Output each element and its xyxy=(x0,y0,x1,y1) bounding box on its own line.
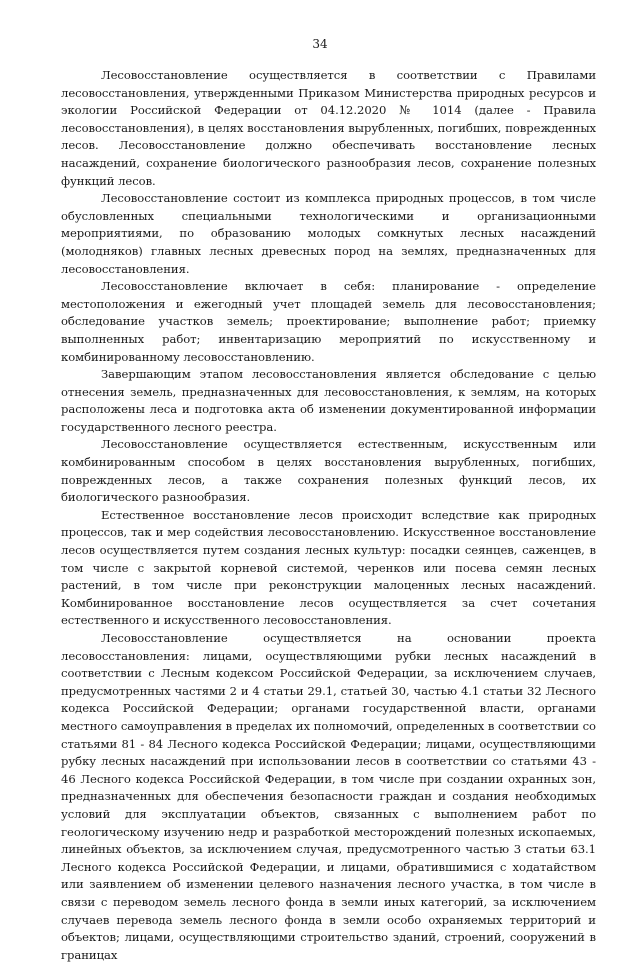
paragraph-5: Лесовосстановление осуществляется естественным, искусственным или комбинированным способом в целях восстановления вырубленных, погибших, поврежденных лесов, а также сохранения полезных функций лесов, их биологического разнообразия. xyxy=(61,437,596,505)
paragraph-4: Завершающим этапом лесовосстановления является обследование с целью отнесения земель, предназначенных для лесовосстановления, к землям, на которых расположены леса и подготовка акта об изменении документированной информации государственного лесного реестра. xyxy=(61,367,596,434)
paragraph-3: Лесовосстановление включает в себя: планирование - определение местоположения и ежегодный учет площадей земель для лесовосстановления; обследование участков земель; проектирование; выполнение работ; приемку выполненных работ; инвентаризацию мероприятий по искусственному и комбинированному лесовосстановлению. xyxy=(61,279,596,364)
page-number: 34 xyxy=(312,37,328,51)
paragraph-6: Естественное восстановление лесов происходит вследствие как природных процессов, так и мер содействия лесовосстановлению. Искусственное восстановление лесов осуществляется путем создания лесных культур: посадки сеянцев, саженцев, в том числе с закрытой корневой системой, черенков или посева семян лесных растений, в том числе при реконструкции малоценных лесных насаждений. Комбинированное восстановление лесов осуществляется за счет сочетания естественного и искусственного лесовосстановления. xyxy=(61,507,596,628)
paragraph-1: Лесовосстановление осуществляется в соответствии с Правилами лесовосстановления, утвержденными Приказом Министерства природных ресурсов и экологии Российской Федерации от 04.12.2020 № 1014 (далее - Правила лесовосстановления), в целях восстановления вырубленных, погибших, поврежденных лесов. Лесовосстановление должно обеспечивать восстановление лесных насаждений, сохранение биологического разнообразия лесов, сохранение полезных функций лесов. xyxy=(61,68,596,188)
body-text xyxy=(61,67,596,964)
paragraph-2: Лесовосстановление состоит из комплекса природных процессов, в том числе обусловленных специальными технологическими и организационными мероприятиями, по образованию молодых сомкнутых лесных насаждений (молодняков) главных лесных древесных пород на землях, предназначенных для лесовосстановления. xyxy=(61,191,596,276)
paragraph-7: Лесовосстановление осуществляется на основании проекта лесовосстановления: лицами, осуществляющими рубки лесных насаждений в соответствии с Лесным кодексом Российской Федерации, за исключением случаев, предусмотренных частями 2 и 4 статьи 29.1, статьей 30, частью 4.1 статьи 32 Лесного кодекса Российской Федерации; органами государственной власти, органами местного самоуправления в пределах их полномочий, определенных в соответствии со статьями 81 - 84 Лесного кодекса Российской Федерации; лицами, осуществляющими рубку лесных насаждений при использовании лесов в соответствии со статьями 43 - 46 Лесного кодекса Российской Федерации, в том числе при создании охранных зон, предназначенных для обеспечения безопасности граждан и создания необходимых условий для эксплуатации объектов, связанных с выполнением работ по геологическому изучению недр и разработкой месторождений полезных ископаемых, линейных объектов, за исключением случая, предусмотренного частью 3 статьи 63.1 Лесного кодекса Российской Федерации, и лицами, обратившимися с ходатайством или заявлением об изменении целевого назначения лесного участка, в том числе в связи с переводом земель лесного фонда в земли иных категорий, за исключением случаев перевода земель лесного фонда в земли особо охраняемых территорий и объектов; лицами, осуществляющими строительство зданий, строений, сооружений в границах xyxy=(61,631,596,962)
